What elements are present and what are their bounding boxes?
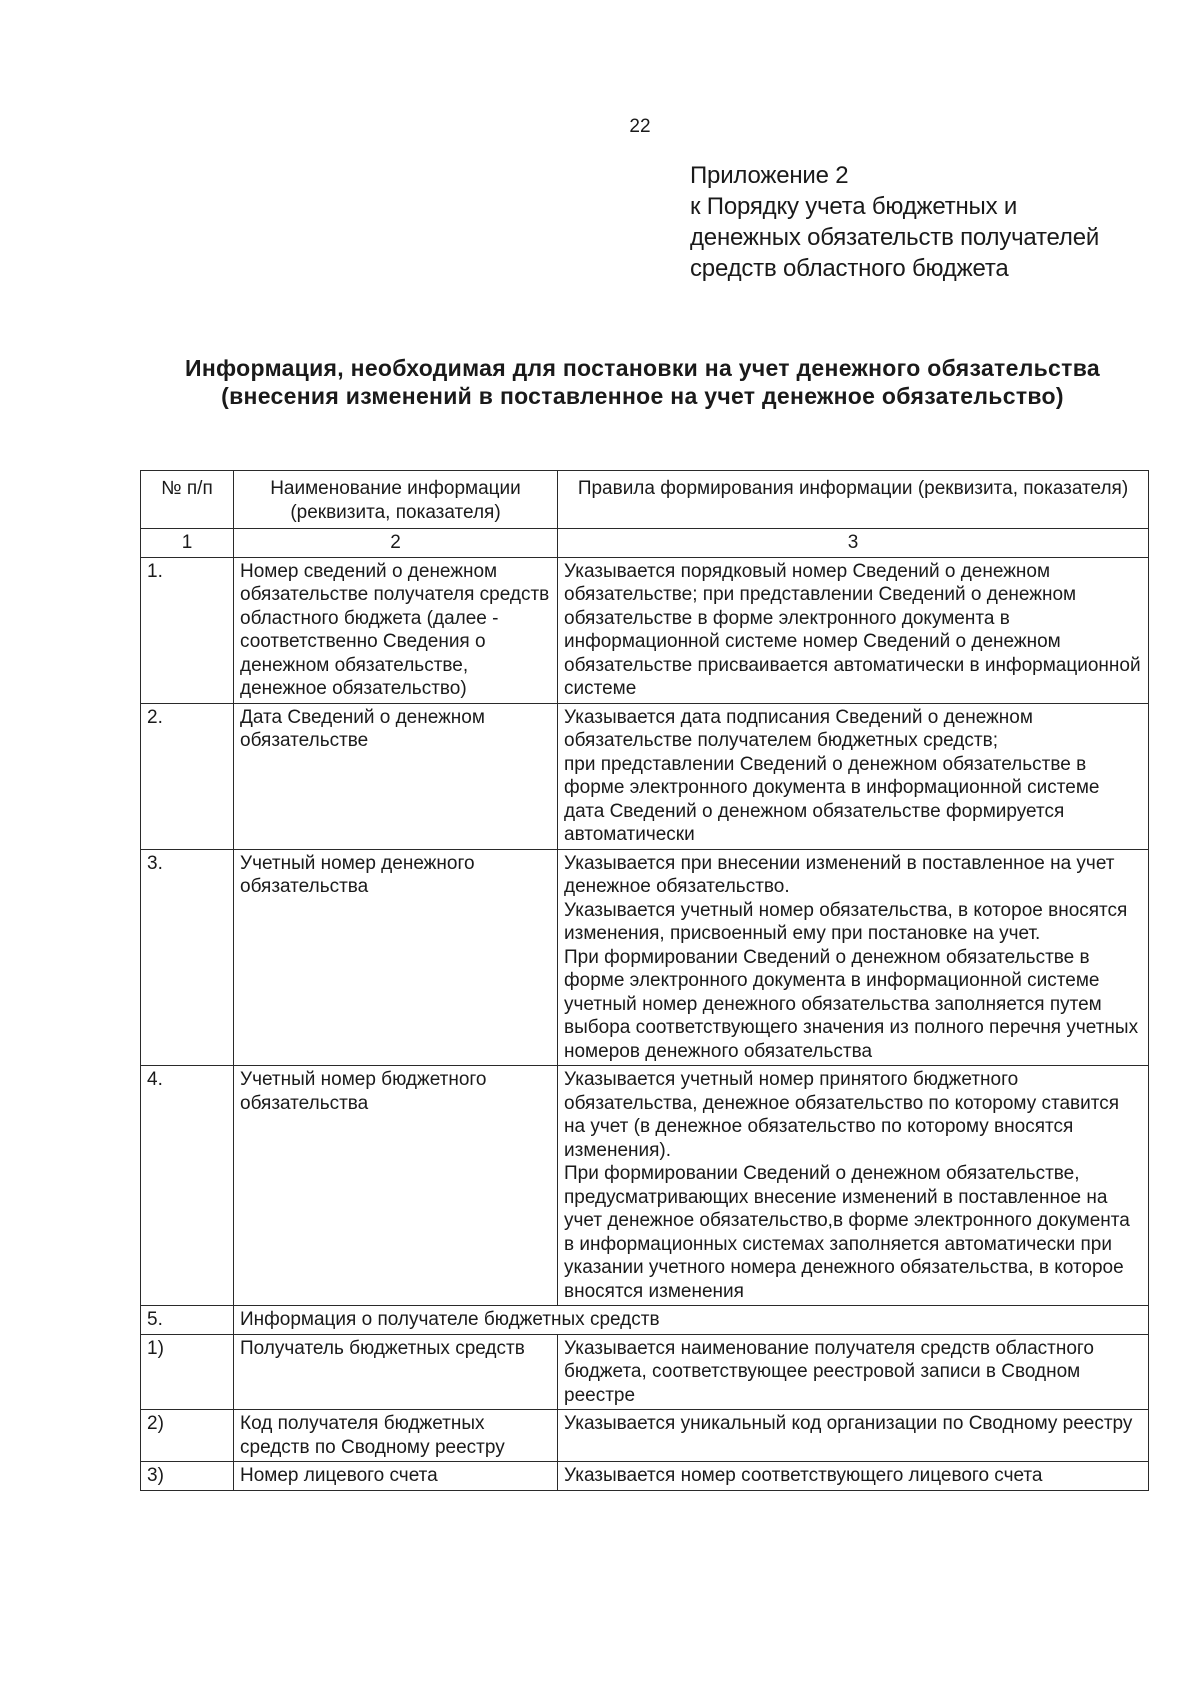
table-subrow: [141, 1462, 1149, 1491]
subrow-number: 2): [141, 1410, 234, 1462]
row-name: Номер сведений о денежном обязательстве получателя средств областного бюджета (далее - соответственно Сведения о денежном обязательстве, денежное обязательство): [234, 557, 558, 703]
table-row: [141, 1066, 1149, 1306]
header-name: Наименование информации (реквизита, показателя): [234, 471, 558, 529]
row-number: 1.: [141, 557, 234, 703]
page-number: 22: [629, 116, 651, 137]
column-number-2: 2: [234, 529, 558, 558]
appendix-line-1: Приложение 2: [690, 162, 849, 189]
row-number: 2.: [141, 703, 234, 849]
subrow-name: Код получателя бюджетных средств по Сводному реестру: [234, 1410, 558, 1462]
subrow-number: 3): [141, 1462, 234, 1491]
header-rule: Правила формирования информации (реквизита, показателя): [558, 471, 1149, 529]
table-row: [141, 557, 1149, 703]
subrow-rule: Указывается уникальный код организации по Сводному реестру: [558, 1410, 1149, 1462]
subrow-rule: Указывается наименование получателя средств областного бюджета, соответствующее реестровой записи в Сводном реестре: [558, 1334, 1149, 1410]
section-number: 5.: [141, 1306, 234, 1335]
column-number-3: 3: [558, 529, 1149, 558]
table-row: [141, 703, 1149, 849]
row-rule: Указывается порядковый номер Сведений о денежном обязательстве; при представлении Сведений о денежном обязательстве в форме электронного документа в информационной системе номер Сведений о денежном обязательстве присваивается автоматически в информационной системе: [558, 557, 1149, 703]
appendix-line-3: денежных обязательств получателей: [690, 224, 1100, 251]
subrow-name: Получатель бюджетных средств: [234, 1334, 558, 1410]
column-numbers-row: [141, 529, 1149, 558]
row-rule: Указывается при внесении изменений в поставленное на учет денежное обязательство. Указывается учетный номер обязательства, в которое вносятся изменения, присвоенный ему при постановке на учет. При формировании Сведений о денежном обязательстве в форме электронного документа в информационной системе учетный номер денежного обязательства заполняется путем выбора соответствующего значения из полного перечня учетных номеров денежного обязательства: [558, 849, 1149, 1066]
column-number-1: 1: [141, 529, 234, 558]
table-header-row: [141, 471, 1149, 529]
header-number: № п/п: [141, 471, 234, 529]
row-name: Учетный номер денежного обязательства: [234, 849, 558, 1066]
table-row: [141, 849, 1149, 1066]
document-title: [120, 354, 1165, 410]
appendix-line-2: к Порядку учета бюджетных и: [690, 193, 1018, 220]
subrow-name: Номер лицевого счета: [234, 1462, 558, 1491]
row-name: Дата Сведений о денежном обязательстве: [234, 703, 558, 849]
appendix-line-4: средств областного бюджета: [690, 255, 1009, 282]
table-subrow: [141, 1410, 1149, 1462]
row-rule: Указывается учетный номер принятого бюджетного обязательства, денежное обязательство по которому ставится на учет (в денежное обязательство по которому вносятся изменения). При формировании Сведений о денежном обязательстве, предусматривающих внесение изменений в поставленное на учет денежное обязательство,в форме электронного документа в информационных системах заполняется автоматически при указании учетного номера денежного обязательства, в которое вносятся изменения: [558, 1066, 1149, 1306]
section-label: Информация о получателе бюджетных средств: [234, 1306, 1149, 1335]
title-line-2: (внесения изменений в поставленное на учет денежное обязательство): [221, 383, 1064, 409]
table-subrow: [141, 1334, 1149, 1410]
row-rule: Указывается дата подписания Сведений о денежном обязательстве получателем бюджетных средств; при представлении Сведений о денежном обязательстве в форме электронного документа в информационной системе дата Сведений о денежном обязательстве формируется автоматически: [558, 703, 1149, 849]
row-number: 3.: [141, 849, 234, 1066]
section-row: [141, 1306, 1149, 1335]
row-number: 4.: [141, 1066, 234, 1306]
information-table: [140, 470, 1149, 1491]
title-line-1: Информация, необходимая для постановки на учет денежного обязательства: [185, 355, 1100, 381]
subrow-rule: Указывается номер соответствующего лицевого счета: [558, 1462, 1149, 1491]
row-name: Учетный номер бюджетного обязательства: [234, 1066, 558, 1306]
appendix-block: [690, 160, 1099, 284]
subrow-number: 1): [141, 1334, 234, 1410]
